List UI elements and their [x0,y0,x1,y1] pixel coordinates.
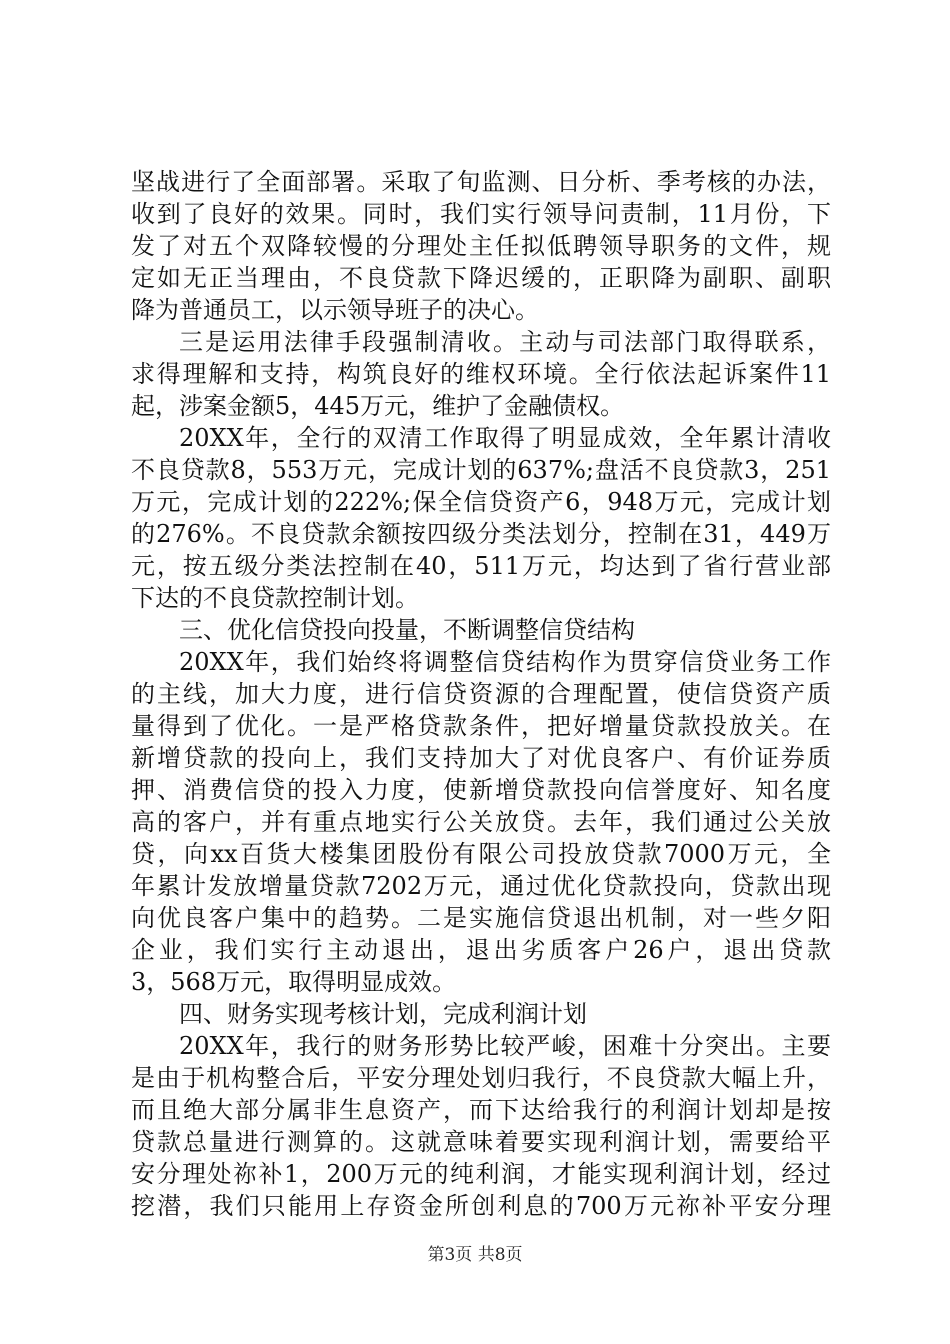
text-line: 押、消费信贷的投入力度，使新增贷款投向信誉度好、知名度 [131,776,831,804]
text-line: 求得理解和支持，构筑良好的维权环境。全行依法起诉案件11 [131,360,831,388]
text-line: 贷款总量进行测算的。这就意味着要实现利润计划，需要给平 [131,1128,831,1156]
text-line: 三是运用法律手段强制清收。主动与司法部门取得联系， [179,328,831,356]
text-line: 下达的不良贷款控制计划。 [131,584,419,612]
text-line: 安分理处祢补1，200万元的纯利润，才能实现利润计划，经过 [131,1160,831,1188]
text-line: 万元，完成计划的222%;保全信贷资产6，948万元，完成计划 [131,488,831,516]
text-line: 20XX年，我行的财务形势比较严峻，困难十分突出。主要 [179,1032,831,1060]
text-line: 20XX年，全行的双清工作取得了明显成效，全年累计清收 [179,424,831,452]
text-line: 收到了良好的效果。同时，我们实行领导问责制，11月份，下 [131,200,831,228]
text-line: 挖潜，我们只能用上存资金所创利息的700万元祢补平安分理 [131,1192,831,1220]
text-line: 起，涉案金额5，445万元，维护了金融债权。 [131,392,625,420]
text-line: 三、优化信贷投向投量，不断调整信贷结构 [179,616,635,644]
text-line: 是由于机构整合后，平安分理处划归我行，不良贷款大幅上升， [131,1064,831,1092]
text-line: 定如无正当理由，不良贷款下降迟缓的，正职降为副职、副职 [131,264,831,292]
text-line: 发了对五个双降较慢的分理处主任拟低聘领导职务的文件，规 [131,232,831,260]
text-line: 年累计发放增量贷款7202万元，通过优化贷款投向，贷款出现 [131,872,831,900]
text-line: 量得到了优化。一是严格贷款条件，把好增量贷款投放关。在 [131,712,831,740]
text-line: 四、财务实现考核计划，完成利润计划 [179,1000,587,1028]
page-footer: 第3页 共8页 [427,1245,523,1265]
text-line: 20XX年，我们始终将调整信贷结构作为贯穿信贷业务工作 [179,648,831,676]
text-line: 贷，向xx百货大楼集团股份有限公司投放贷款7000万元，全 [131,840,831,868]
text-line: 降为普通员工，以示领导班子的决心。 [131,296,539,324]
text-line: 元，按五级分类法控制在40，511万元，均达到了省行营业部 [131,552,831,580]
text-line: 3，568万元，取得明显成效。 [131,968,457,996]
text-line: 高的客户，并有重点地实行公关放贷。去年，我们通过公关放 [131,808,831,836]
text-line: 企业，我们实行主动退出，退出劣质客户26户，退出贷款 [131,936,831,964]
text-line: 的主线，加大力度，进行信贷资源的合理配置，使信贷资产质 [131,680,831,708]
text-line: 新增贷款的投向上，我们支持加大了对优良客户、有价证券质 [131,744,831,772]
document-body [131,166,831,1222]
text-line: 不良贷款8，553万元，完成计划的637%;盘活不良贷款3，251 [131,456,831,484]
text-line: 的276%。不良贷款余额按四级分类法划分，控制在31，449万 [131,520,831,548]
text-line: 坚战进行了全面部署。采取了旬监测、日分析、季考核的办法， [131,168,831,196]
text-line: 而且绝大部分属非生息资产，而下达给我行的利润计划却是按 [131,1096,831,1124]
text-line: 向优良客户集中的趋势。二是实施信贷退出机制，对一些夕阳 [131,904,831,932]
